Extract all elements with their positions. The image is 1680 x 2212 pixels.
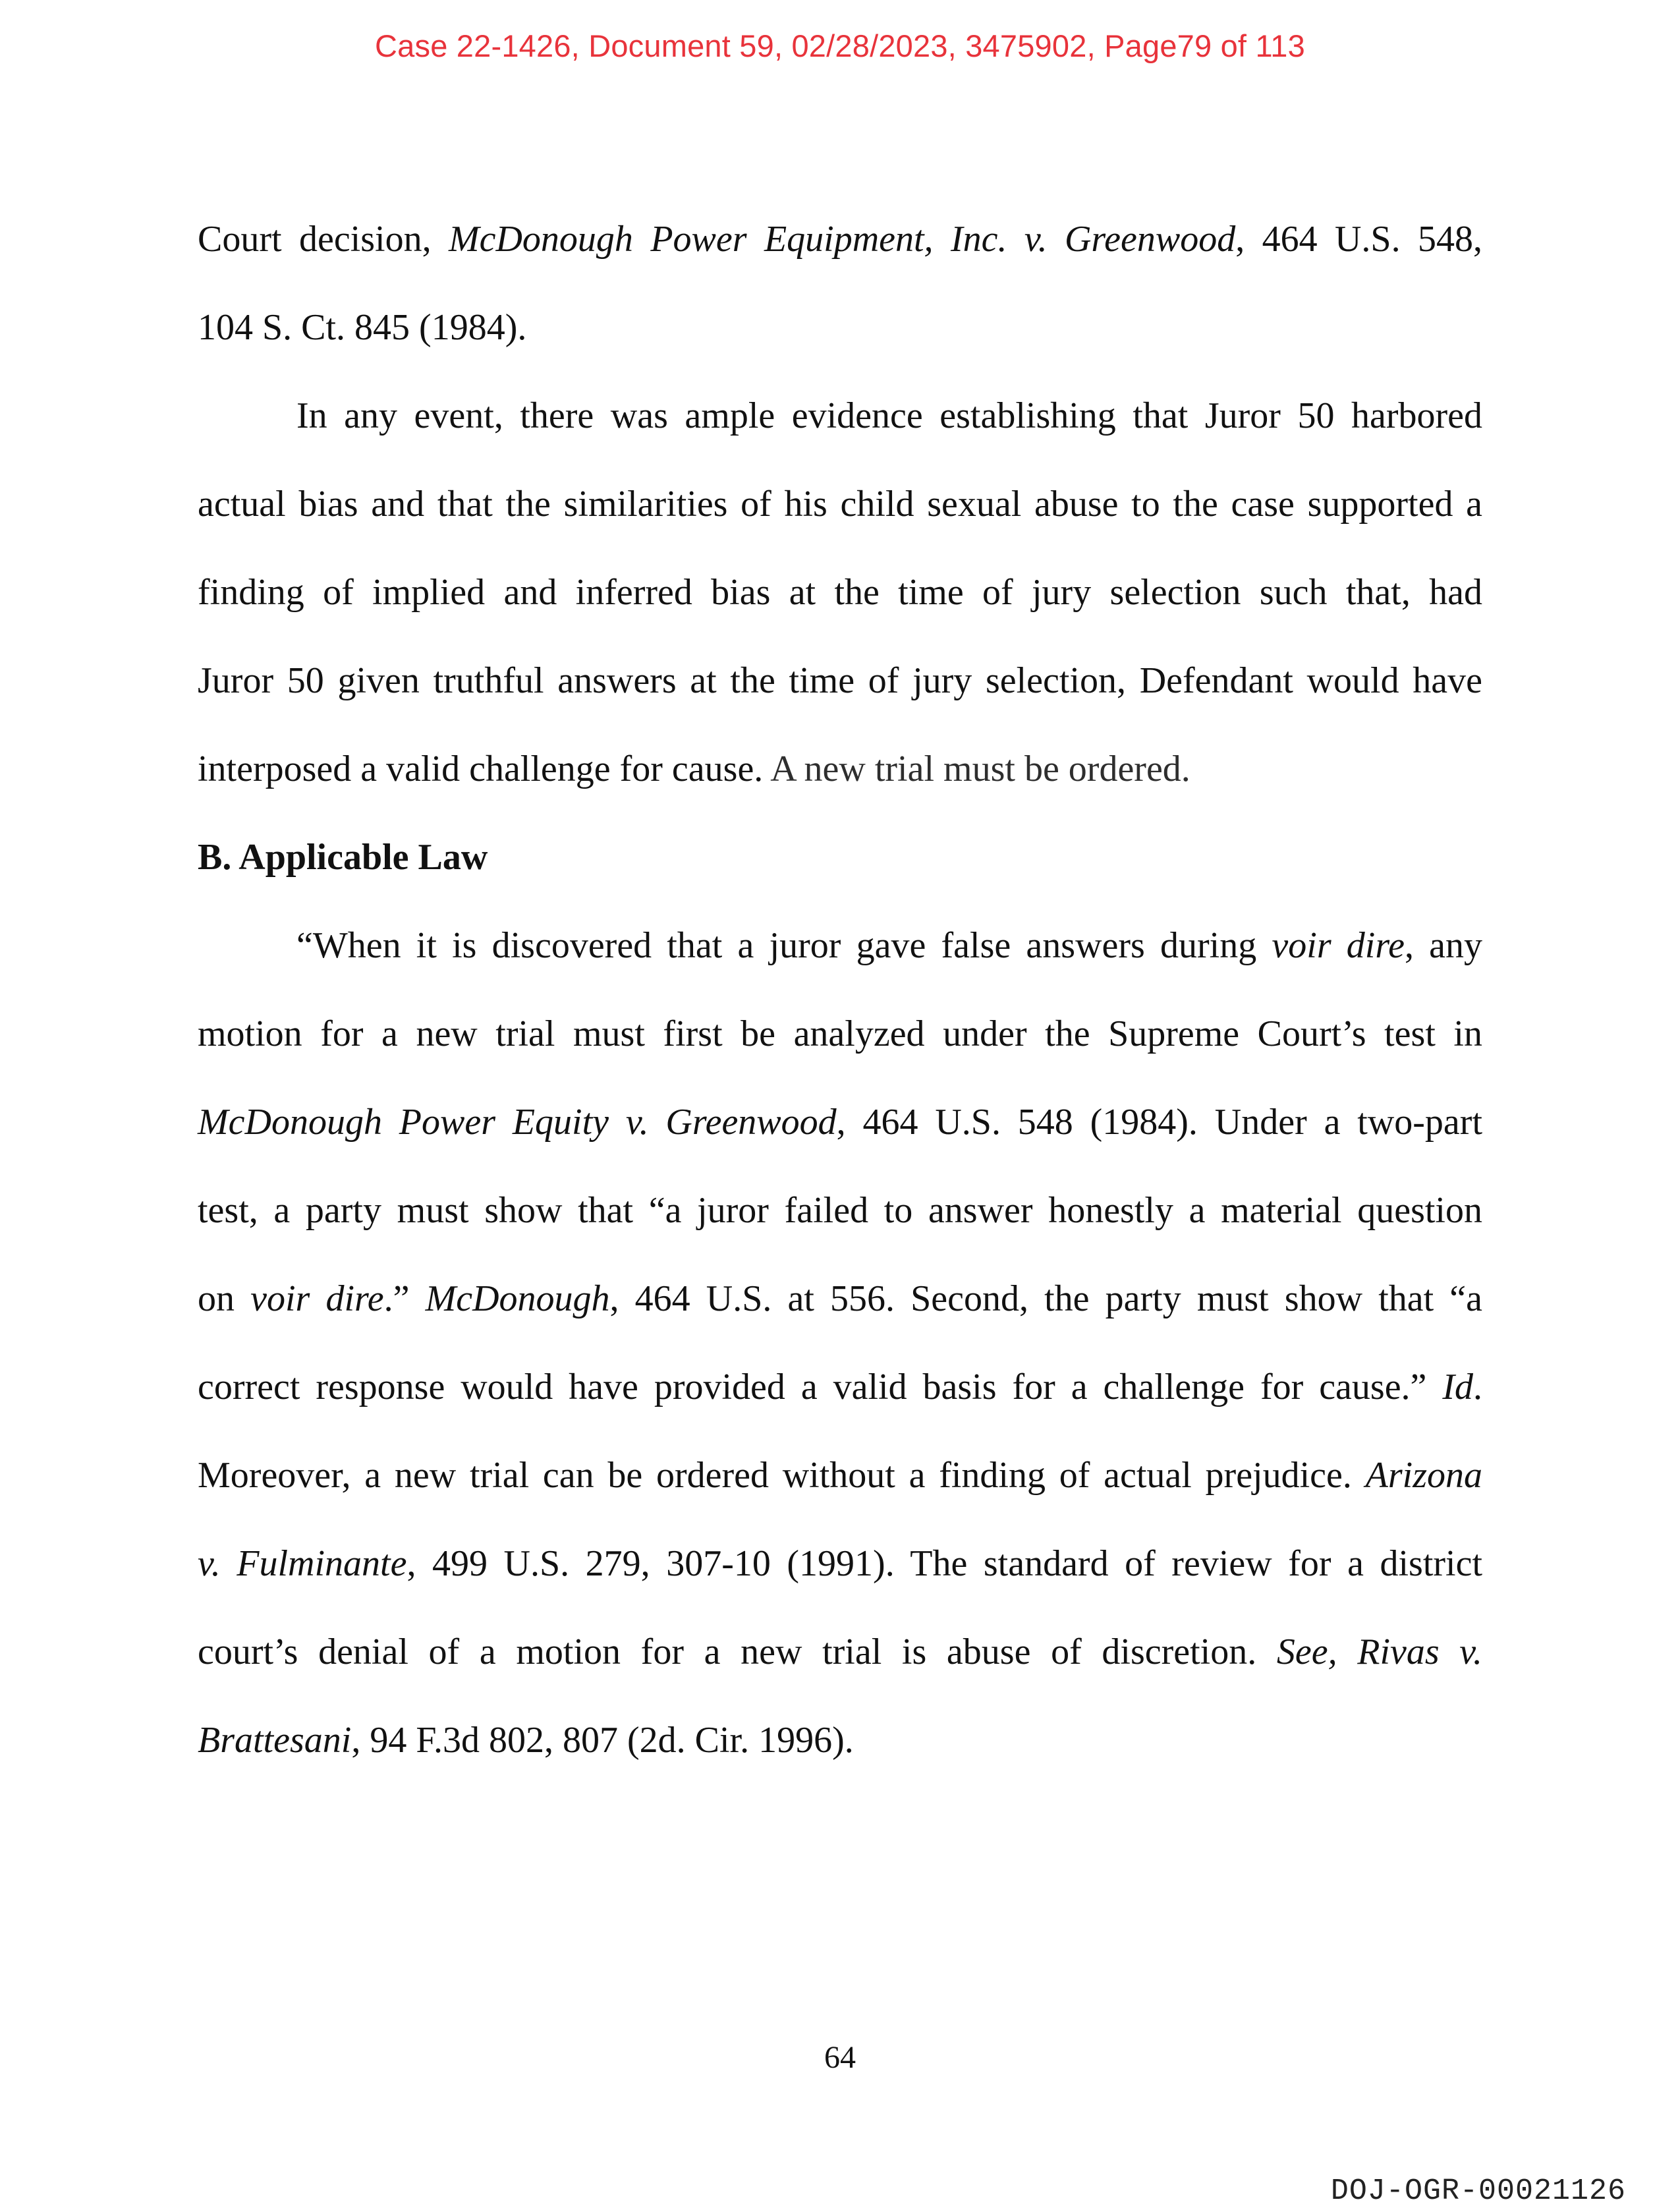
text-line: In any event, there was ample evidence establishing that Juror 50 harbored — [296, 395, 1482, 436]
text-line: finding of implied and inferred bias at the time of jury selection such that, had — [198, 572, 1482, 613]
text-line: Juror 50 given truthful answers at the time of jury selection, Defendant would have — [198, 660, 1482, 701]
text-line — [198, 1608, 1482, 1696]
case-citation: See, Rivas v. — [1276, 1631, 1483, 1672]
paragraph-continuation — [198, 195, 1482, 372]
case-citation: Id — [1442, 1367, 1473, 1407]
text-run: , 464 U.S. at 556. Second, the party must show that “a — [609, 1278, 1483, 1319]
text-run: A new trial must be ordered. — [770, 749, 1190, 789]
text-line: test, a party must show that “a juror failed to answer honestly a material question — [198, 1190, 1482, 1231]
case-citation: Brattesani — [198, 1720, 352, 1761]
text-line: motion for a new trial must first be analyzed under the Supreme Court’s test in — [198, 1013, 1482, 1054]
text-line: actual bias and that the similarities of his child sexual abuse to the case supported a — [198, 484, 1482, 525]
text-run: Court decision, — [198, 219, 449, 260]
case-citation: McDonough Power Equipment, Inc. v. Greenwood — [448, 219, 1236, 260]
case-citation: v. Fulminante — [198, 1543, 407, 1584]
text-line — [198, 1431, 1482, 1519]
text-line — [198, 1696, 1482, 1784]
text-run: Moreover, a new trial can be ordered without a finding of actual prejudice. — [198, 1455, 1366, 1496]
text-line — [198, 1255, 1482, 1343]
text-run: . — [1473, 1367, 1482, 1407]
section-heading: B. Applicable Law — [198, 837, 488, 878]
case-header-stamp: Case 22-1426, Document 59, 02/28/2023, 3475902, Page79 of 113 — [375, 28, 1305, 63]
text-run: , 94 F.3d 802, 807 (2d. Cir. 1996). — [351, 1720, 854, 1761]
text-run: , 464 U.S. 548 (1984). Under a two-part — [836, 1102, 1482, 1143]
text-line — [198, 1519, 1482, 1608]
document-body — [198, 195, 1482, 1784]
text-line — [198, 725, 1482, 813]
text-run: , 499 U.S. 279, 307-10 (1991). The standard of review for a district — [406, 1543, 1482, 1584]
text-run: correct response would have provided a valid basis for a challenge for cause.” — [198, 1367, 1443, 1407]
text-run: .” — [383, 1278, 426, 1319]
text-run: , any — [1404, 925, 1482, 966]
text-line — [198, 1078, 1482, 1166]
page-number: 64 — [824, 2040, 856, 2075]
text-run: , 464 U.S. 548, — [1235, 219, 1482, 260]
bates-number: DOJ-OGR-00021126 — [1330, 2174, 1626, 2208]
case-citation: McDonough Power Equity v. Greenwood — [198, 1102, 837, 1143]
text-run: interposed a valid challenge for cause. — [198, 749, 771, 789]
text-line — [198, 1343, 1482, 1431]
case-citation: McDonough — [425, 1278, 610, 1319]
italic-term: voir dire — [250, 1278, 384, 1319]
text-run: “When it is discovered that a juror gave false answers during — [296, 925, 1272, 966]
text-line: 104 S. Ct. 845 (1984). — [198, 307, 527, 348]
paragraph-bias-evidence — [198, 372, 1482, 813]
text-line — [198, 901, 1482, 990]
text-run: court’s denial of a motion for a new trial is abuse of discretion. — [198, 1631, 1277, 1672]
text-line — [198, 195, 1482, 283]
paragraph-applicable-law — [198, 901, 1482, 1784]
case-citation: Arizona — [1365, 1455, 1482, 1496]
text-run: on — [198, 1278, 251, 1319]
italic-term: voir dire — [1272, 925, 1405, 966]
